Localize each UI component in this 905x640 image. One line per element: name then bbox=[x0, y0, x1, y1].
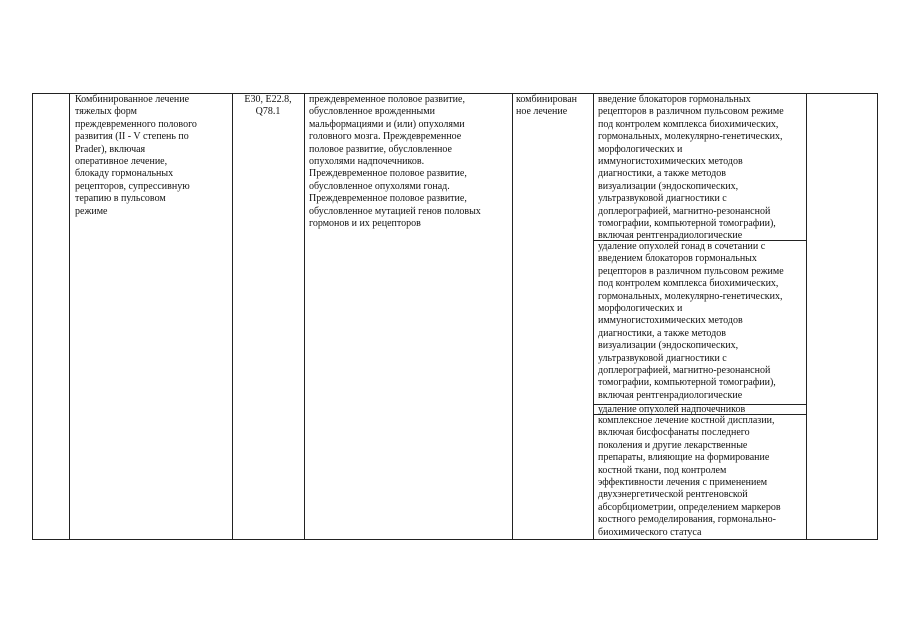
table-column-divider bbox=[304, 93, 305, 540]
table-border-right bbox=[877, 93, 878, 540]
icd-codes-cell: E30, E22.8, Q78.1 bbox=[244, 94, 292, 118]
table-border-bottom bbox=[32, 539, 878, 540]
table-border-left bbox=[32, 93, 33, 540]
table-column-divider bbox=[232, 93, 233, 540]
method-cell-2: удаление опухолей гонад в сочетании с введением блокаторов гормональных рецепторов в различном пульсовом режиме под контролем комплекса биохимических, гормональных, молекулярно-генетических, морфологических и иммуногистохимических методов диагностики, а также методов визуализации (эндоскопических, ультразвуковой диагностики с доплерографией, магнитно-резонансной томографии, компьютерной томографии), включая рентгенрадиологические bbox=[598, 241, 784, 401]
method-cell-4: комплексное лечение костной дисплазии, включая бисфосфанаты последнего поколения и другие лекарственные препараты, влияющие на формирование костной ткани, под контролем эффективности лечения с применением двухэнергетической рентгеновской абсорбциометрии, определением маркеров костного ремоделирования, гормонально- биохимического статуса bbox=[598, 415, 781, 538]
table-column-divider bbox=[806, 93, 807, 540]
treatment-name-cell: Комбинированное лечение тяжелых форм преждевременного полового развития (II - V степень по Prader), включая оперативное лечение, блокаду гормональных рецепторов, супрессивную терапию в пульсовом режиме bbox=[75, 94, 197, 217]
table-column-divider bbox=[512, 93, 513, 540]
method-cell-1: введение блокаторов гормональных рецепторов в различном пульсовом режиме под контролем комплекса биохимических, гормональных, молекулярно-генетических, морфологических и иммуногистохимических методов диагностики, а также методов визуализации (эндоскопических, ультразвуковой диагностики с доплерографией, магнитно-резонансной томографии, компьютерной томографии), включая рентгенрадиологические bbox=[598, 94, 784, 242]
method-cell-3: удаление опухолей надпочечников bbox=[598, 404, 746, 415]
patient-model-cell: преждевременное половое развитие, обусловленное врожденными мальформациями и (или) опухолями головного мозга. Преждевременное половое развитие, обусловленное опухолями надпочечников. Преждевременное половое развитие, обусловленное опухолями гонад. Преждевременное половое развитие, обусловленное мутацией генов половых гормонов и их рецепторов bbox=[309, 94, 481, 230]
table-column-divider bbox=[69, 93, 70, 540]
treatment-type-cell: комбинирован ное лечение bbox=[516, 94, 578, 118]
table-column-divider bbox=[593, 93, 594, 540]
